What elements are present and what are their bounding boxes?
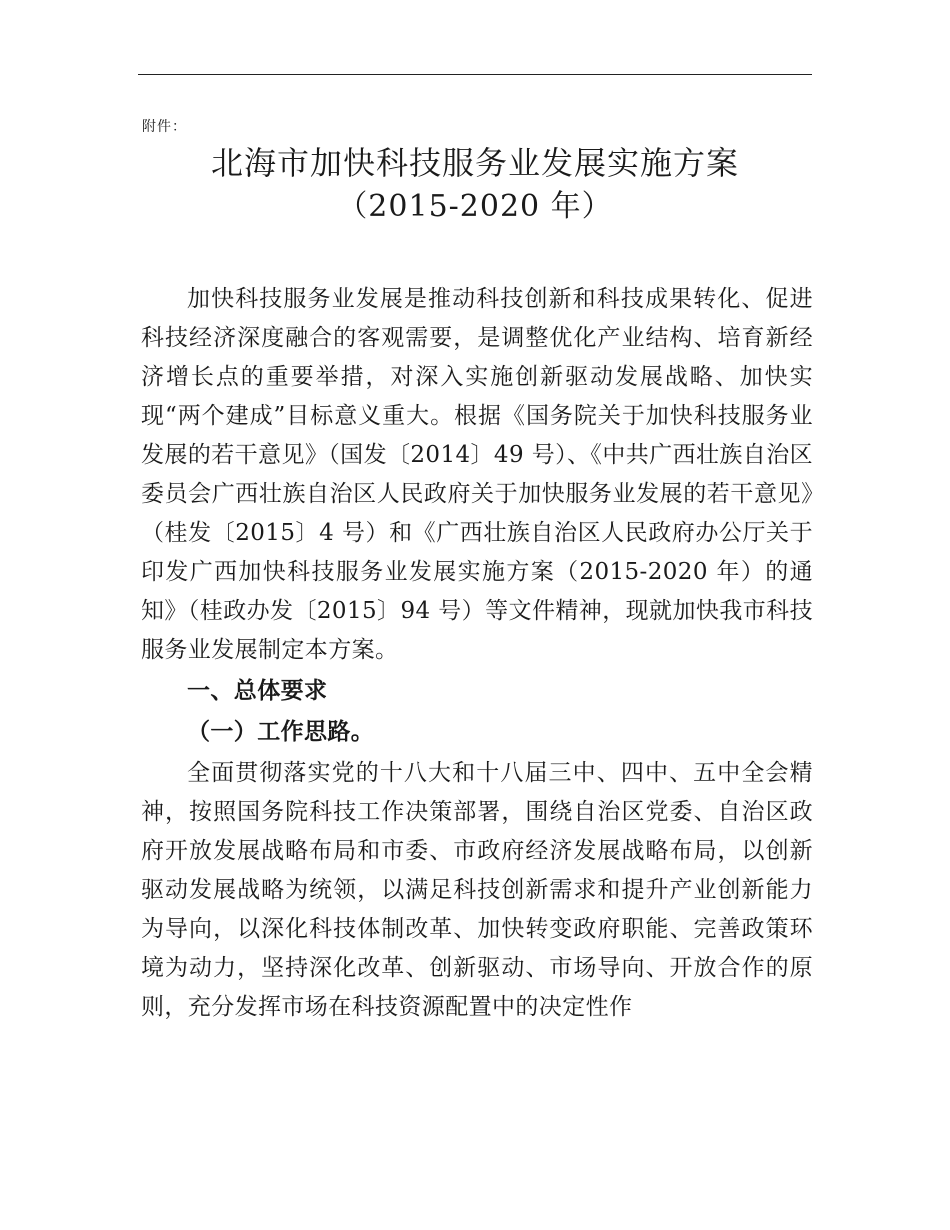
header-rule [138,74,812,75]
attachment-label: 附件： [142,119,187,135]
intro-paragraph: 加快科技服务业发展是推动科技创新和科技成果转化、促进科技经济深度融合的客观需要，是调整优化产业结构、培育新经济增长点的重要举措，对深入实施创新驱动发展战略、加快实现“两个建成”目标意义重大。根据《国务院关于加快科技服务业发展的若干意见》（国发〔2014〕49 号）、《中共广西壮族自治区委员会广西壮族自治区人民政府关于加快服务业发展的若干意见》（桂发〔2015〕4 号）和《广西壮族自治区人民政府办公厅关于印发广西加快科技服务业发展实施方案（2015-2020 年）的通知》（桂政办发〔2015〕94 号）等文件精神，现就加快我市科技服务业发展制定本方案。 [141,286,813,663]
work-approach-paragraph: 全面贯彻落实党的十八大和十八届三中、四中、五中全会精神，按照国务院科技工作决策部署，围绕自治区党委、自治区政府开放发展战略布局和市委、市政府经济发展战略布局，以创新驱动发展战略为统领，以满足科技创新需求和提升产业创新能力为导向，以深化科技体制改革、加快转变政府职能、完善政策环境为动力，坚持深化改革、创新驱动、市场导向、开放合作的原则，充分发挥市场在科技资源配置中的决定性作 [141,760,813,1020]
document-subtitle: （2015-2020 年） [337,189,613,224]
document-title: 北海市加快科技服务业发展实施方案 [210,144,739,182]
document-body [141,280,813,1027]
subsection-heading-work-approach: （一）工作思路。 [187,719,375,745]
section-heading-overall-requirements: 一、总体要求 [187,678,328,704]
